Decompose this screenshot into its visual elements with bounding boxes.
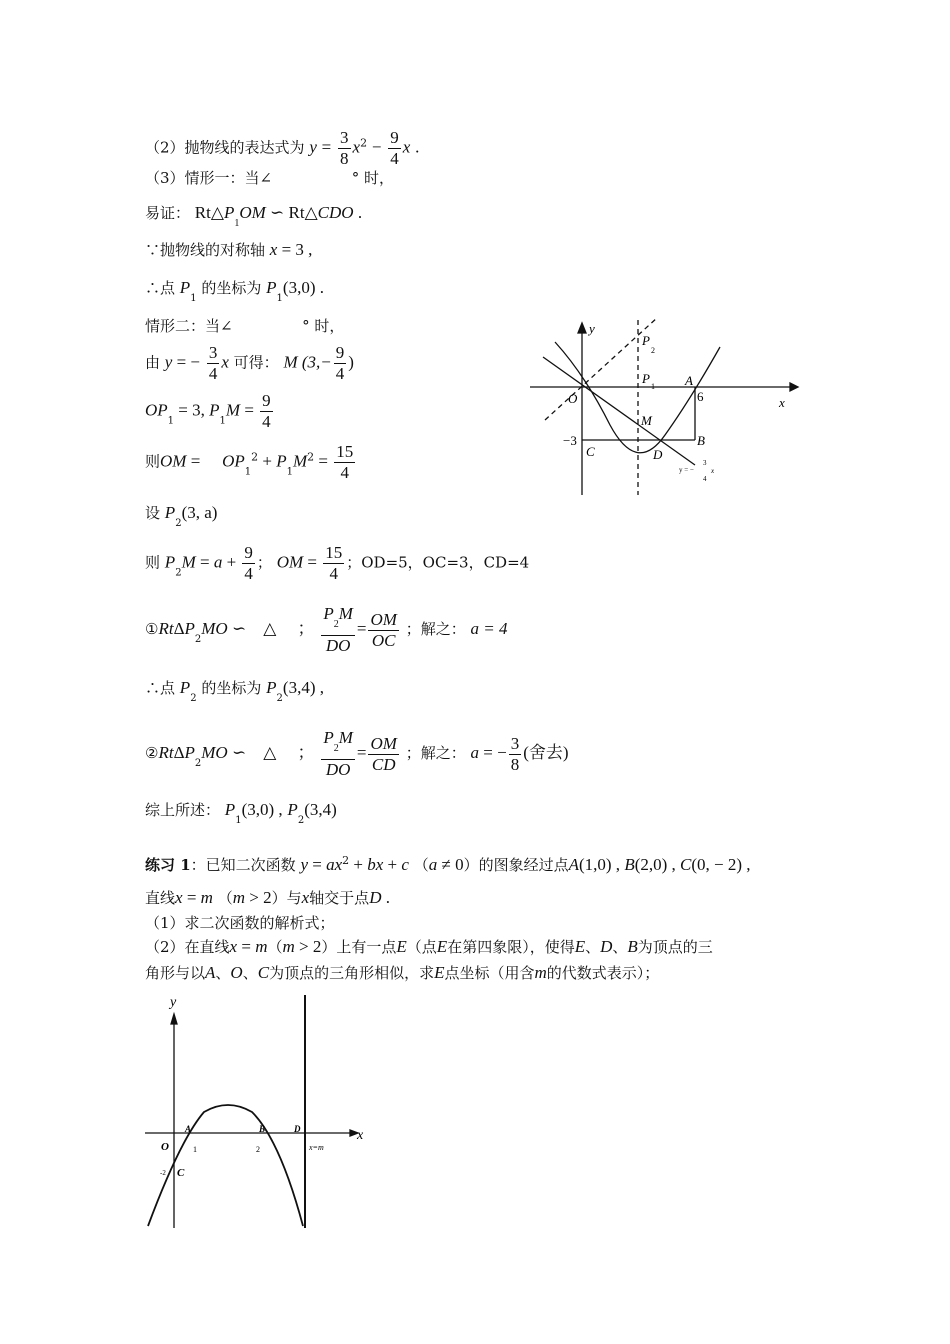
text-parabola-label: （2）抛物线的表达式为: [145, 138, 305, 157]
exercise-q2: （2）在直线x = m（m > 2）上有一点E（点E在第四象限），使得E、D、B为顶点的三: [145, 937, 713, 956]
text-summary: 综上所述：: [145, 801, 221, 819]
exercise-line2: 直线x = m （m > 2）与x轴交于点D .: [145, 888, 390, 907]
fig1-line-om: [543, 357, 695, 465]
fig1-y-arrow: [578, 323, 586, 333]
fig2-label-d: D: [294, 1124, 301, 1134]
exercise-title: 练习 1: [145, 856, 191, 874]
text-ex-q3b: 为顶点的三角形相似，求: [269, 964, 435, 982]
figure-2: [140, 990, 380, 1230]
text-m-coord: M (3,−: [283, 352, 332, 372]
fig2-label-x: x: [357, 1128, 364, 1143]
line-case1: [145, 168, 394, 188]
text-p2-coord: (3, a): [181, 503, 218, 522]
fig2-label-b: B: [259, 1124, 266, 1134]
text-p1-b: 的坐标为: [201, 279, 262, 297]
text-case1-b: ° 时，: [351, 169, 394, 187]
text-ex-q2c: （点: [406, 938, 437, 956]
line-set-p2: 设 $P_2(3$, a): [145, 503, 218, 529]
text-ex-q3c: 点坐标（用含: [444, 964, 535, 982]
text-ex-q2a: （2）在直线: [145, 938, 230, 956]
text-p2-line: ∴点: [145, 679, 176, 697]
fig2-label-y: y: [170, 995, 177, 1010]
fig1-x-arrow: [790, 383, 798, 391]
text-yizheng: 易证：: [145, 204, 191, 222]
fig1-label-d: D: [653, 447, 663, 462]
fig2-label-c: C: [177, 1167, 185, 1179]
exercise-q1: [145, 913, 335, 933]
text-solve-1: ；解之：: [405, 620, 466, 638]
text-set-p2: 设: [145, 504, 161, 522]
fig2-label-o: O: [161, 1141, 169, 1153]
line-p1: ∴点 $P_1$ 的坐标为 $P_1(3,0)$ .: [145, 278, 324, 304]
text-gives: 可得：: [233, 353, 279, 372]
text-p2-mid: 的坐标为: [201, 679, 262, 697]
text-ex-q2d: 在第四象限），使得: [447, 938, 575, 956]
text-sum-p2: (3,4): [304, 800, 337, 819]
text-c1-answer: a = 4: [470, 619, 508, 638]
fig1-label-eq: y = −: [679, 466, 694, 474]
line-case-1: ①RtΔP$_2$MO ∽ △ ； $\frac{P_2M}{DO}$ = $\frac{OM}{OC}$ ；解之： a = 4: [145, 604, 508, 655]
fig1-label-neg3: −3: [563, 433, 577, 448]
fig1-label-eq-num: 3: [703, 459, 707, 467]
fig1-label-p2-sub: 2: [651, 346, 655, 355]
fig2-label-x-m: x=m: [309, 1143, 324, 1152]
fig1-label-b: B: [697, 433, 705, 448]
text-ex-l1a: ：已知二次函数: [190, 856, 296, 874]
text-ex-l2b: （: [217, 889, 233, 907]
text-ex-q2e: 为顶点的三: [637, 938, 713, 956]
text-ex-l2c: ）与: [271, 889, 302, 907]
fig1-label-o: O: [568, 391, 578, 406]
text-ex-q3d: 的代数式表示）；: [546, 964, 660, 982]
fig2-label-2: 2: [256, 1145, 260, 1154]
text-case1-a: （3）情形一：当∠: [145, 169, 273, 187]
text-then-om: 则: [145, 452, 161, 471]
line-case2: [145, 316, 344, 336]
fig1-label-eq-den: 4: [703, 475, 707, 483]
text-c2-prefix: ②: [145, 744, 159, 762]
text-p2-val: (3,4) ,: [282, 678, 324, 697]
line-from: 由 y = − $\frac{3}{4}$ x 可得： M (3,− $\frac{9}{4}$ ): [145, 343, 354, 383]
text-p1-a: ∴点: [145, 279, 176, 297]
fig1-label-y: y: [589, 321, 595, 336]
fig1-label-m: M: [641, 413, 652, 428]
exercise-q3: 角形与以A、O、C为顶点的三角形相似，求E点坐标（用含m的代数式表示）；: [145, 963, 660, 982]
line-summary: 综上所述： $P_1(3,0)$ , $P_2(3,4)$: [145, 800, 337, 826]
text-od-line: ；OD=5，OC=3，CD=4: [346, 553, 530, 572]
text-c1-prefix: ①: [145, 620, 159, 638]
text-ex-l2d: 轴交于点: [309, 889, 370, 907]
figure-1: [525, 315, 805, 500]
fig1-label-a: A: [685, 373, 693, 388]
fig1-label-p1: P: [642, 371, 650, 386]
fig1-label-p1-sub: 1: [651, 382, 655, 391]
text-sum-p1: (3,0) ,: [241, 800, 283, 819]
text-ex-q1: （1）求二次函数的解析式；: [145, 914, 335, 932]
text-ex-l1b: （: [413, 856, 429, 874]
text-solve-2: ；解之：: [405, 744, 466, 762]
fig2-y-arrow: [171, 1014, 177, 1024]
text-ex-q3a: 角形与以: [145, 964, 206, 982]
text-case2-b: ° 时，: [302, 317, 345, 335]
line-case-2: ②RtΔP$_2$MO ∽ △ ； $\frac{P_2M}{DO}$ = $\frac{OM}{CD}$ ；解之： a = − $\frac{3}{8}$ (舍去): [145, 728, 569, 779]
fig2-label-neg2: -2: [160, 1169, 166, 1177]
text-then-p2m: 则: [145, 553, 161, 572]
text-axis: ∵抛物线的对称轴: [145, 241, 266, 259]
text-from: 由: [145, 353, 161, 372]
line-op1: $OP_1 = 3$, $P_1M$ = $\frac{9}{4}$: [145, 391, 271, 431]
fig1-label-c: C: [586, 444, 595, 459]
line-p2-point: ∴点 $P_2$ 的坐标为 $P_2(3,4)$ ,: [145, 678, 324, 704]
line-om: 则OM = $OP_1^2 + P_1M^2$ = $\frac{15}{4}$: [145, 442, 354, 482]
text-ex-q2b: 上有一点: [336, 938, 397, 956]
text-case2-a: 情形二：当∠: [145, 317, 233, 335]
exercise-line1: 练习 1：已知二次函数 $y = ax^2$ + bx + c （a ≠ 0）的图象经过点A(1,0) , B(2,0) , C(0, − 2) ,: [145, 854, 751, 874]
line-axis: ∵抛物线的对称轴 x = 3 ,: [145, 240, 313, 259]
text-ex-l1c: ）的图象经过点: [463, 856, 569, 874]
fig2-parabola: [148, 1105, 303, 1226]
fig1-label-eq-x: x: [711, 467, 715, 475]
fig1-label-6: 6: [697, 389, 704, 404]
line-p2m: 则 $P_2M = a$ + $\frac{9}{4}$ ； OM = $\frac{15}{4}$ ；OD=5，OC=3，CD=4: [145, 543, 530, 583]
line-parabola: （2）抛物线的表达式为 y = $\frac{3}{8}$ $x^2$ − $\frac{9}{4}$ x .: [145, 128, 420, 168]
text-p1-coord: (3,0) .: [282, 278, 324, 297]
fig1-label-x: x: [779, 395, 785, 410]
fig2-label-1: 1: [193, 1145, 197, 1154]
line-yizheng: 易证： $Rt\triangle P_1OM$ ∽ Rt△CDO .: [145, 203, 363, 229]
fig2-label-a: A: [185, 1124, 192, 1134]
text-c2-answer: (舍去): [523, 743, 569, 762]
fig1-label-p2: P: [642, 333, 650, 348]
text-ex-l2a: 直线: [145, 889, 176, 907]
